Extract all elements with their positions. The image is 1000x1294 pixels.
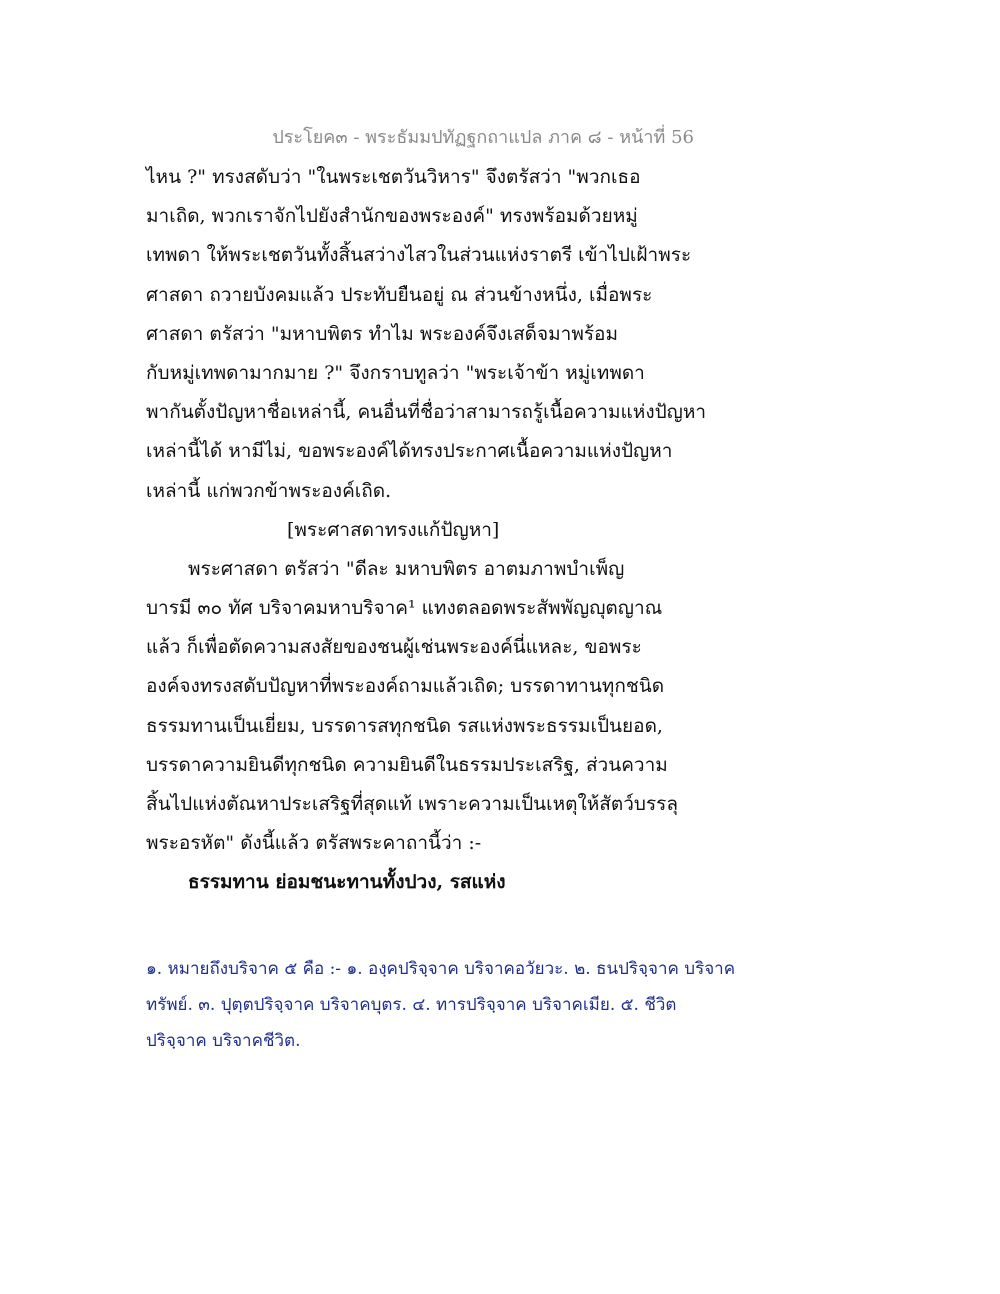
paragraph-line: องค์จงทรงสดับปัญหาที่พระองค์ถามแล้วเถิด; บรรดาทานทุกชนิด	[146, 675, 665, 698]
paragraph-line: พระอรหัต" ดังนี้แล้ว ตรัสพระคาถานี้ว่า :-	[146, 832, 482, 855]
body-line: พากันตั้งปัญหาชื่อเหล่านี้, คนอื่นที่ชื่อว่าสามารถรู้เนื้อความแห่งปัญหา	[146, 401, 707, 424]
paragraph-line: แล้ว ก็เพื่อตัดความสงสัยของชนผู้เช่นพระองค์นี่แหละ, ขอพระ	[146, 636, 642, 659]
paragraph-line: สิ้นไปแห่งตัณหาประเสริฐที่สุดแท้ เพราะความเป็นเหตุให้สัตว์บรรลุ	[146, 793, 679, 815]
body-line: เหล่านี้ได้ หามีไม่, ขอพระองค์ได้ทรงประกาศเนื้อความแห่งปัญหา	[146, 440, 673, 463]
paragraph-line: บารมี ๓๐ ทัศ บริจาคมหาบริจาค¹ แทงตลอดพระสัพพัญญุตญาณ	[146, 597, 663, 620]
body-line: กับหมู่เทพดามากมาย ?" จึงกราบทูลว่า "พระเจ้าข้า หมู่เทพดา	[146, 361, 645, 384]
body-line: มาเถิด, พวกเราจักไปยังสำนักของพระองค์" ทรงพร้อมด้วยหมู่	[146, 205, 638, 228]
paragraph-line: บรรดาความยินดีทุกชนิด ความยินดีในธรรมประเสริฐ, ส่วนความ	[146, 753, 668, 776]
body-line: ศาสดา ตรัสว่า "มหาบพิตร ทำไม พระองค์จึงเสด็จมาพร้อม	[146, 322, 618, 345]
running-header: ประโยค๓ - พระธัมมปทัฏฐกถาแปล ภาค ๘ - หน้าที่ 56	[272, 127, 694, 148]
verse-line: ธรรมทาน ย่อมชนะทานทั้งปวง, รสแห่ง	[188, 871, 506, 894]
body-text	[146, 158, 706, 903]
body-line: เทพดา ให้พระเชตวันทั้งสิ้นสว่างไสวในส่วนแห่งราตรี เข้าไปเฝ้าพระ	[146, 244, 692, 267]
paragraph-line: พระศาสดา ตรัสว่า "ดีละ มหาบพิตร อาตมภาพบำเพ็ญ	[188, 557, 625, 580]
body-line: ไหน ?" ทรงสดับว่า "ในพระเชตวันวิหาร" จึงตรัสว่า "พวกเธอ	[146, 166, 641, 188]
paragraph-line: ธรรมทานเป็นเยี่ยม, บรรดารสทุกชนิด รสแห่งพระธรรมเป็นยอด,	[146, 714, 663, 737]
section-heading: [พระศาสดาทรงแก้ปัญหา]	[287, 518, 500, 541]
body-line: เหล่านี้ แก่พวกข้าพระองค์เถิด.	[146, 479, 392, 502]
body-line: ศาสดา ถวายบังคมแล้ว ประทับยืนอยู่ ณ ส่วนข้างหนึ่ง, เมื่อพระ	[146, 283, 653, 306]
footnote-line: ทรัพย์. ๓. ปุตฺตปริจฺจาค บริจาคบุตร. ๔. ทารปริจฺจาค บริจาคเมีย. ๕. ชีวิต	[146, 995, 677, 1015]
footnote-line: ปริจฺจาค บริจาคชีวิต.	[146, 1031, 301, 1051]
footnotes	[146, 951, 766, 1059]
footnote-line: ๑. หมายถึงบริจาค ๕ คือ :- ๑. องฺคปริจฺจาค บริจาคอวัยวะ. ๒. ธนปริจฺจาค บริจาค	[146, 959, 736, 979]
